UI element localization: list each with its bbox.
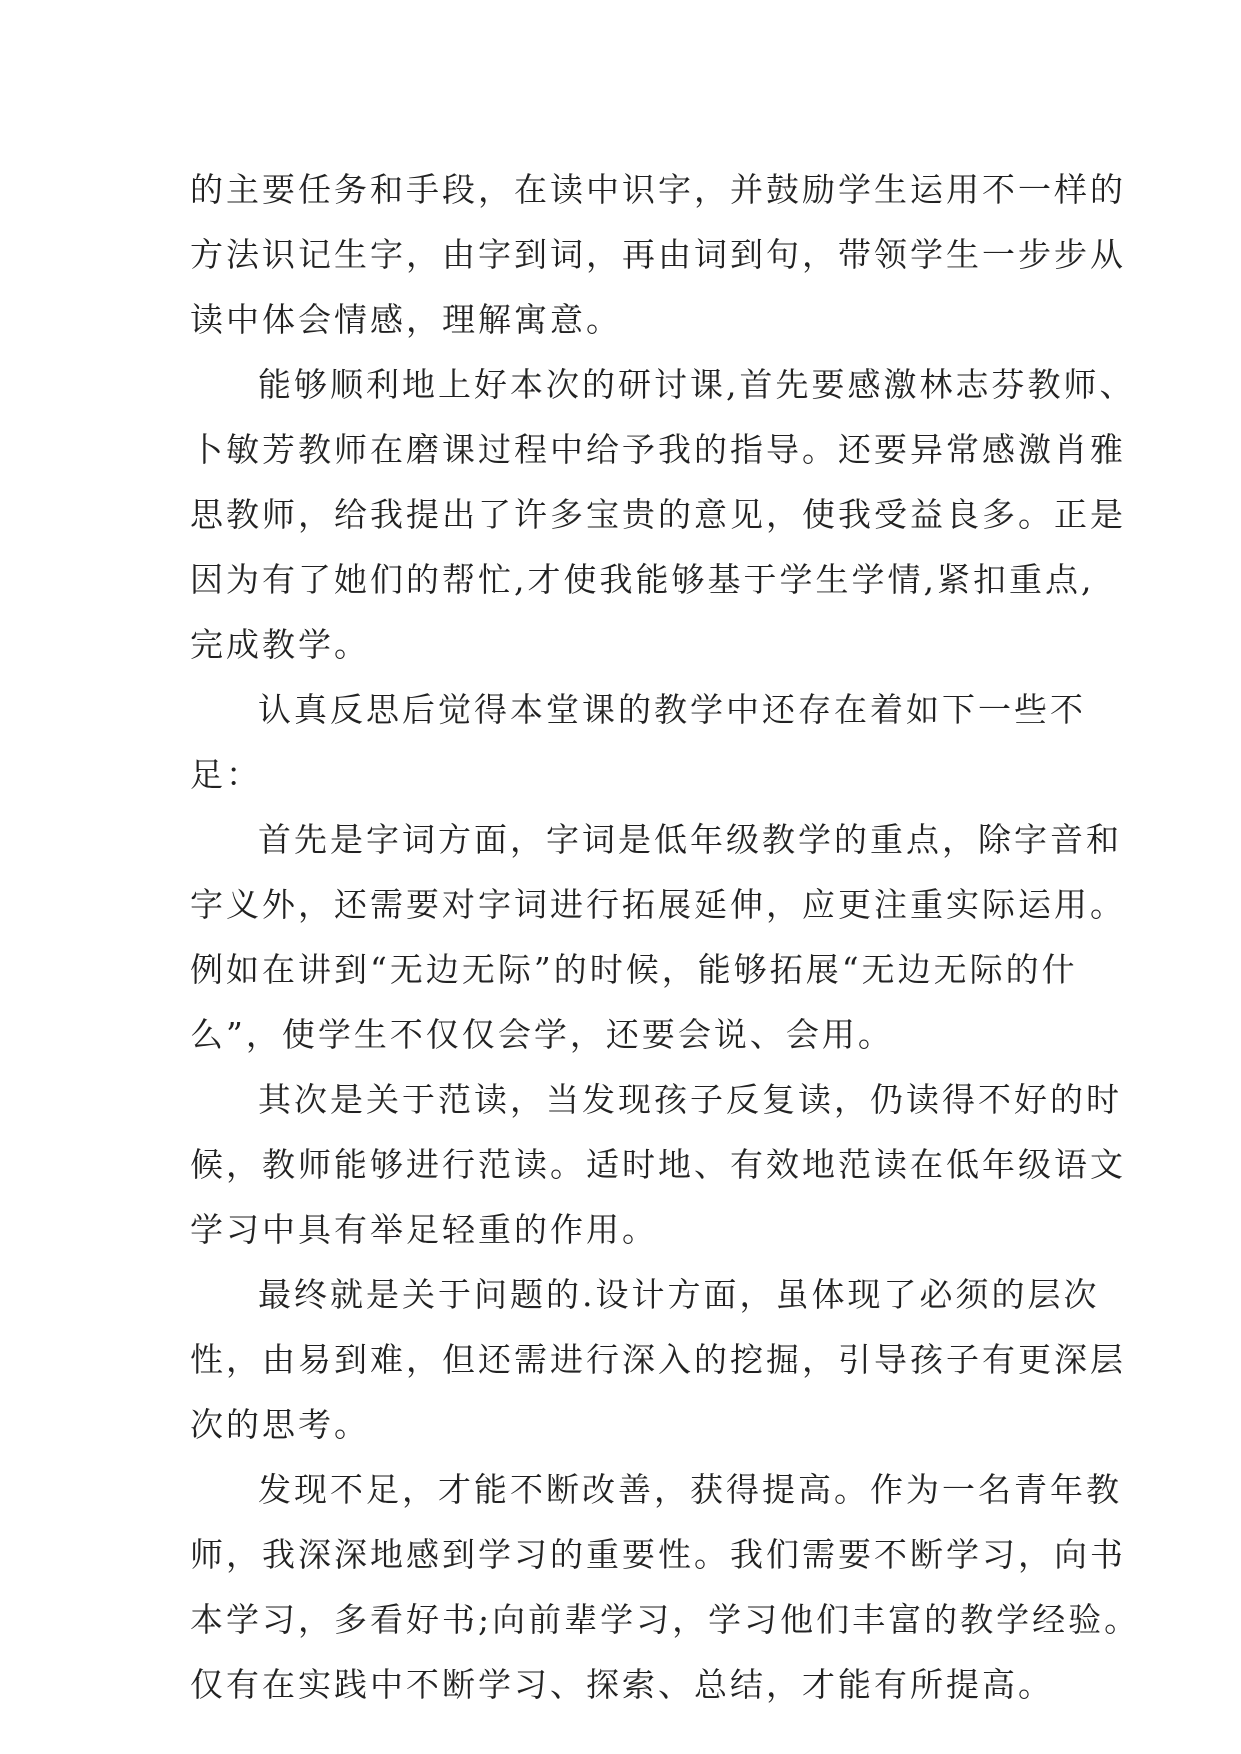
text-line: 仅有在实践中不断学习、探索、总结，才能有所提高。 [190, 1665, 1054, 1704]
text-line: 次的思考。 [190, 1405, 370, 1444]
text-line: 的主要任务和手段，在读中识字，并鼓励学生运用不一样的 [190, 170, 1126, 209]
text-line: 么”，使学生不仅仅会学，还要会说、会用。 [190, 1015, 894, 1054]
text-line: 卜敏芳教师在磨课过程中给予我的指导。还要异常感激肖雅 [190, 430, 1126, 469]
text-line: 师，我深深地感到学习的重要性。我们需要不断学习，向书 [190, 1535, 1126, 1574]
text-line: 学习中具有举足轻重的作用。 [190, 1210, 658, 1249]
text-line: 最终就是关于问题的.设计方面，虽体现了必须的层次 [258, 1275, 1100, 1314]
text-line: 本学习，多看好书;向前辈学习，学习他们丰富的教学经验。 [190, 1600, 1141, 1639]
text-line: 认真反思后觉得本堂课的教学中还存在着如下一些不 [258, 690, 1086, 729]
text-line: 其次是关于范读，当发现孩子反复读，仍读得不好的时 [258, 1080, 1122, 1119]
text-line: 读中体会情感，理解寓意。 [190, 300, 622, 339]
text-line: 方法识记生字，由字到词，再由词到句，带领学生一步步从 [190, 235, 1126, 274]
text-line: 发现不足，才能不断改善，获得提高。作为一名青年教 [258, 1470, 1122, 1509]
text-line: 足： [190, 755, 262, 794]
text-line: 字义外，还需要对字词进行拓展延伸，应更注重实际运用。 [190, 885, 1126, 924]
body-text [190, 157, 1141, 1717]
text-line: 首先是字词方面，字词是低年级教学的重点，除字音和 [258, 820, 1122, 859]
text-line: 候，教师能够进行范读。适时地、有效地范读在低年级语文 [190, 1145, 1126, 1184]
text-line: 性，由易到难，但还需进行深入的挖掘，引导孩子有更深层 [190, 1340, 1126, 1379]
text-line: 能够顺利地上好本次的研讨课,首先要感激林志芬教师、 [258, 365, 1136, 404]
text-line: 完成教学。 [190, 625, 370, 664]
text-line: 因为有了她们的帮忙,才使我能够基于学生学情,紧扣重点, [190, 560, 1095, 599]
text-line: 例如在讲到“无边无际”的时候，能够拓展“无边无际的什 [190, 950, 1078, 989]
text-line: 思教师，给我提出了许多宝贵的意见，使我受益良多。正是 [190, 495, 1126, 534]
